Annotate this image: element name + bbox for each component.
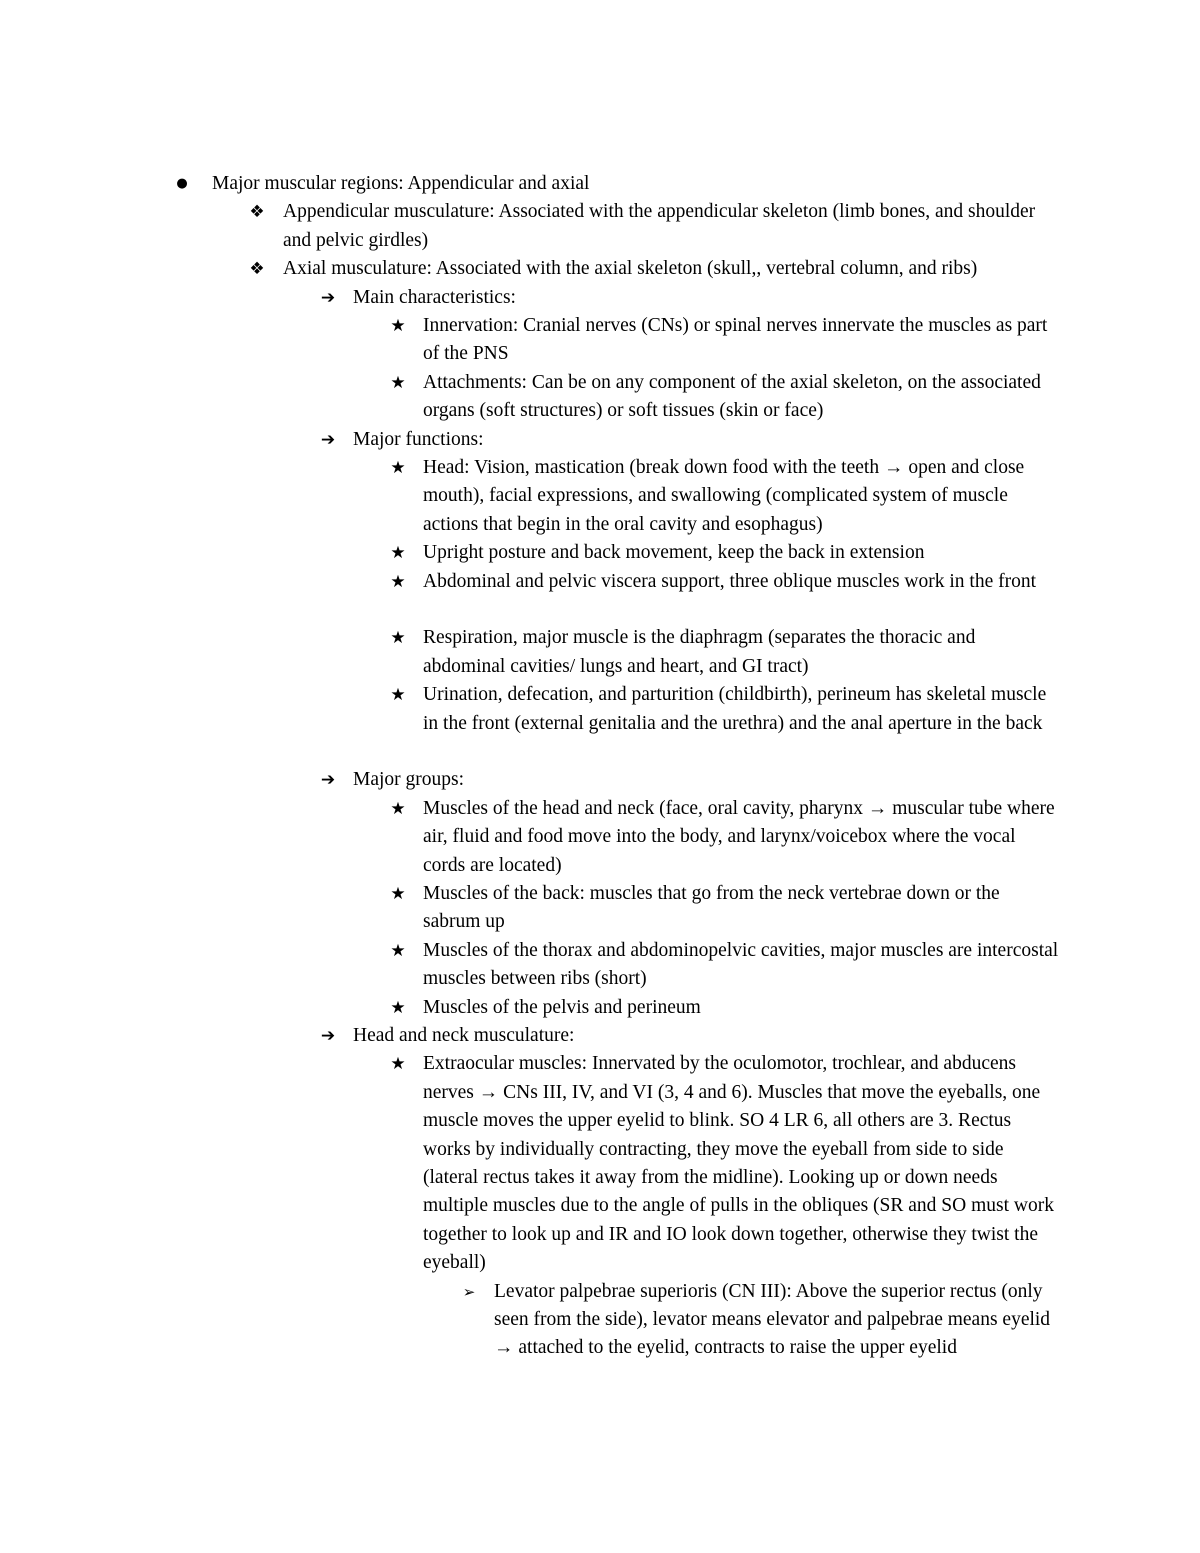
outline-item	[390, 369, 1060, 426]
outline-item-text: Innervation: Cranial nerves (CNs) or spinal nerves innervate the muscles as part of the PNS	[423, 315, 1048, 365]
star-bullet-icon: ★	[390, 1054, 406, 1075]
star-bullet-icon: ★	[390, 543, 406, 564]
outline-item-text: Upright posture and back movement, keep the back in extension	[423, 542, 925, 564]
outline-item-text: Major groups:	[353, 769, 465, 791]
star-bullet-icon: ★	[390, 316, 406, 336]
diamond-bullet-icon: ❖	[249, 202, 265, 223]
outline-item-text: Extraocular muscles: Innervated by the oculomotor, trochlear, and abducens nerves → CNs III, IV, and VI (3, 4 and 6). Muscles that move the eyeballs, one muscle moves the upper eyelid to blink. SO 4 LR 6, all others are 3. Rectus works by individually contracting, they move the eyeball from side to side (lateral rectus takes it away from the midline). Looking up or down needs multiple muscles due to the angle of pulls in the obliques (SR and SO must work together to look up and IR and IO look down together, otherwise they twist the eyeball)	[423, 1053, 1054, 1274]
diamond-bullet-icon: ❖	[249, 259, 265, 280]
star-bullet-icon: ★	[390, 884, 406, 904]
outline-item-text: Urination, defecation, and parturition (childbirth), perineum has skeletal muscle in the front (external genitalia and the urethra) and the anal aperture in the back	[423, 684, 1047, 734]
outline-item-text: Muscles of the thorax and abdominopelvic cavities, major muscles are intercostal muscles between ribs (short)	[423, 939, 1059, 990]
star-bullet-icon: ★	[390, 571, 406, 592]
outline-item-text: Appendicular musculature: Associated with the appendicular skeleton (limb bones, and shoulder and pelvic girdles)	[283, 201, 1036, 251]
outline-item	[320, 426, 1060, 454]
outline-item	[390, 795, 1060, 880]
outline-item-text: Major functions:	[353, 428, 484, 450]
outline-item	[249, 198, 1060, 255]
outline-item	[320, 766, 1060, 794]
star-bullet-icon: ★	[390, 940, 406, 961]
outline-item-text: Muscles of the pelvis and perineum	[423, 996, 701, 1018]
outline-item	[390, 937, 1060, 994]
outline-item	[390, 624, 1060, 681]
outline-item-text: Major muscular regions: Appendicular and axial	[212, 173, 590, 194]
disc-bullet-icon: ●	[176, 176, 188, 191]
outline-item	[390, 994, 1060, 1022]
outline-item	[176, 170, 1060, 198]
outline-item	[390, 312, 1060, 369]
outline-item	[390, 539, 1060, 567]
outline-item	[390, 454, 1060, 539]
outline-item-text: Axial musculature: Associated with the axial skeleton (skull,, vertebral column, and ribs)	[283, 258, 978, 280]
outline-item-text: Attachments: Can be on any component of the axial skeleton, on the associated organs (soft structures) or soft tissues (skin or face)	[423, 371, 1041, 422]
outline-item	[390, 681, 1060, 738]
arrow-bullet-icon: ➔	[320, 287, 336, 308]
outline-item	[462, 1278, 1060, 1363]
outline-item-text: Muscles of the back: muscles that go from the neck vertebrae down or the sabrum up	[423, 883, 1000, 933]
outline-item-text: Respiration, major muscle is the diaphragm (separates the thoracic and abdominal cavities/ lungs and heart, and GI tract)	[423, 627, 976, 677]
outline-item	[320, 284, 1060, 312]
star-bullet-icon: ★	[390, 997, 406, 1018]
outline-item-text: Muscles of the head and neck (face, oral cavity, pharynx → muscular tube where air, fluid and food move into the body, and larynx/voicebox where the vocal cords are located)	[423, 797, 1055, 876]
star-bullet-icon: ★	[390, 798, 406, 819]
arrow-bullet-icon: ➔	[320, 429, 336, 450]
outline-item	[390, 880, 1060, 937]
outline-item-text: Head: Vision, mastication (break down food with the teeth → open and close mouth), facial expressions, and swallowing (complicated system of muscle actions that begin in the oral cavity and esophagus)	[423, 457, 1025, 535]
arrow-bullet-icon: ➔	[320, 770, 336, 791]
outline-item-text: Main characteristics:	[353, 286, 516, 308]
star-bullet-icon: ★	[390, 685, 406, 706]
outline-item	[320, 1022, 1060, 1050]
outline-item-text: Abdominal and pelvic viscera support, three oblique muscles work in the front	[423, 570, 1037, 592]
outline-item-text: Head and neck musculature:	[353, 1025, 575, 1046]
star-bullet-icon: ★	[390, 372, 406, 393]
arrow-bullet-icon: ➔	[320, 1026, 336, 1046]
outline-item-text: Levator palpebrae superioris (CN III): Above the superior rectus (only seen from the side), levator means elevator and palpebrae means eyelid → attached to the eyelid, contracts to raise the upper eyelid	[494, 1280, 1051, 1359]
star-bullet-icon: ★	[390, 628, 406, 649]
outline-item	[249, 255, 1060, 283]
outline-item	[390, 1050, 1060, 1277]
arrowhead-bullet-icon: ➢	[462, 1282, 476, 1301]
star-bullet-icon: ★	[390, 458, 406, 478]
outline-item	[390, 568, 1060, 596]
